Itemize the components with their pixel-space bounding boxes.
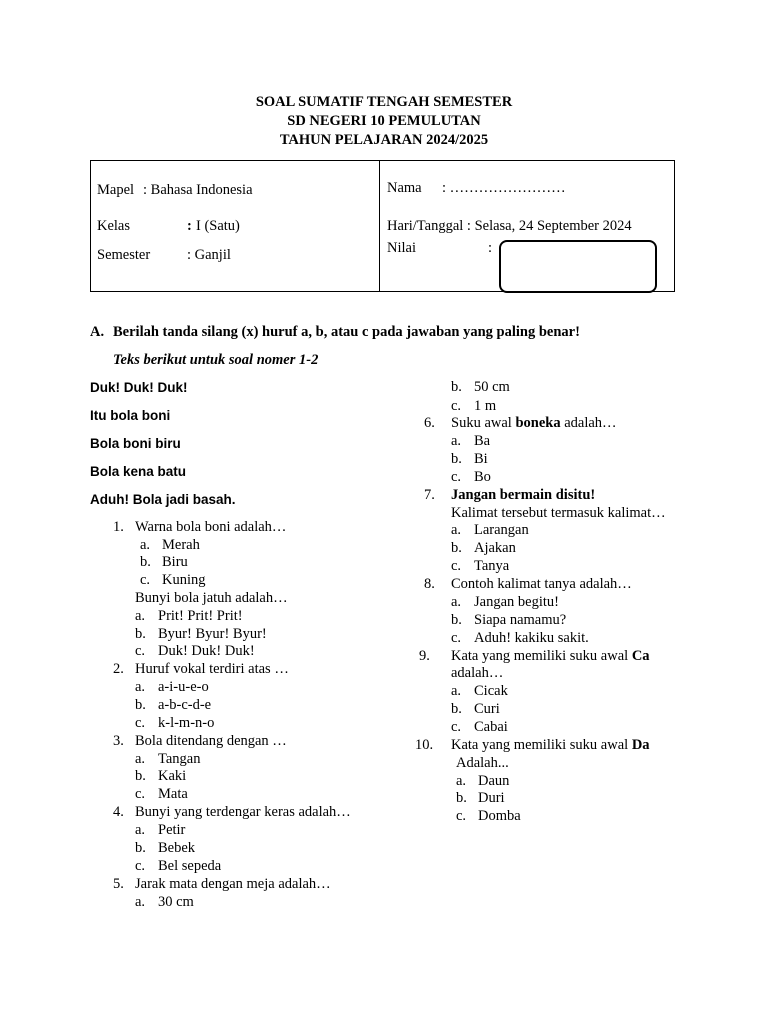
option-letter: b. <box>456 790 467 806</box>
option-text: k-l-m-n-o <box>158 715 215 731</box>
question-text: Jangan bermain disitu! <box>451 487 596 503</box>
question-number: 4. <box>113 804 124 820</box>
option-text: Ba <box>474 433 491 449</box>
option-letter: c. <box>451 398 462 414</box>
option-text: Tangan <box>158 751 201 767</box>
option-letter: a. <box>451 522 462 538</box>
option-text: a-i-u-e-o <box>158 679 209 695</box>
question-number: 8. <box>424 576 435 592</box>
option-letter: c. <box>451 719 462 735</box>
option-text: Bebek <box>158 840 196 856</box>
nilai-label: Nilai <box>387 240 416 256</box>
question-number: 3. <box>113 733 124 749</box>
kelas-value: I (Satu) <box>196 218 240 234</box>
option-text: Domba <box>478 808 521 824</box>
option-letter: a. <box>451 433 462 449</box>
option-text: Mata <box>158 786 188 802</box>
section-subtitle: Teks berikut untuk soal nomer 1-2 <box>113 352 319 368</box>
option-letter: a. <box>451 683 462 699</box>
option-text: Cabai <box>474 719 508 735</box>
question-text: Warna bola boni adalah… <box>135 519 287 535</box>
option-letter: b. <box>135 626 146 642</box>
option-text: Bi <box>474 451 488 467</box>
option-text: Merah <box>162 537 200 553</box>
question-text: Kalimat tersebut termasuk kalimat… <box>451 505 666 521</box>
question-text: Suku awal boneka adalah… <box>451 415 617 431</box>
option-text: Duri <box>478 790 505 806</box>
option-text: 1 m <box>474 398 497 414</box>
option-letter: a. <box>135 679 146 695</box>
option-letter: c. <box>456 808 467 824</box>
option-text: Bo <box>474 469 491 485</box>
option-letter: a. <box>135 751 146 767</box>
option-text: Prit! Prit! Prit! <box>158 608 243 624</box>
nama-label: Nama <box>387 180 422 196</box>
option-text: Tanya <box>474 558 510 574</box>
option-text: Kaki <box>158 768 187 784</box>
option-letter: a. <box>456 773 467 789</box>
info-table-divider <box>379 160 380 292</box>
school-year: TAHUN PELAJARAN 2024/2025 <box>279 132 489 148</box>
option-text: Duk! Duk! Duk! <box>158 643 255 659</box>
option-letter: a. <box>451 594 462 610</box>
option-letter: b. <box>140 554 151 570</box>
question-text: Jarak mata dengan meja adalah… <box>135 876 331 892</box>
option-letter: c. <box>135 715 146 731</box>
option-text: Curi <box>474 701 500 717</box>
school-name: SD NEGERI 10 PEMULUTAN <box>287 113 481 129</box>
option-text: 30 cm <box>158 894 194 910</box>
question-number: 7. <box>424 487 435 503</box>
question-text: Huruf vokal terdiri atas … <box>135 661 289 677</box>
option-text: Biru <box>162 554 188 570</box>
mapel-label: Mapel <box>97 182 135 198</box>
question-text: Bola ditendang dengan … <box>135 733 287 749</box>
option-letter: c. <box>135 643 146 659</box>
question-text: Bunyi yang terdengar keras adalah… <box>135 804 351 820</box>
story-line: Duk! Duk! Duk! <box>90 380 188 395</box>
option-letter: b. <box>451 701 462 717</box>
question-number: 1. <box>113 519 124 535</box>
option-letter: b. <box>135 697 146 713</box>
option-text: Kuning <box>162 572 206 588</box>
option-text: Aduh! kakiku sakit. <box>474 630 589 646</box>
option-letter: c. <box>451 469 462 485</box>
option-letter: b. <box>451 379 462 395</box>
option-text: Bel sepeda <box>158 858 222 874</box>
story-line: Bola boni biru <box>90 436 181 451</box>
question-text: Bunyi bola jatuh adalah… <box>135 590 288 606</box>
option-letter: c. <box>451 558 462 574</box>
question-number: 10. <box>415 737 434 753</box>
doc-title: SOAL SUMATIF TENGAH SEMESTER <box>255 94 513 110</box>
option-letter: a. <box>135 894 146 910</box>
option-text: a-b-c-d-e <box>158 697 212 713</box>
nilai-score-box <box>499 240 657 293</box>
question-number: 9. <box>419 648 430 664</box>
option-letter: c. <box>451 630 462 646</box>
semester-label: Semester <box>97 247 151 263</box>
option-text: Jangan begitu! <box>474 594 559 610</box>
option-letter: b. <box>451 540 462 556</box>
nama-value: : …………………… <box>442 180 566 196</box>
option-text: Cicak <box>474 683 508 699</box>
option-text: Daun <box>478 773 510 789</box>
option-letter: b. <box>135 768 146 784</box>
option-letter: a. <box>135 822 146 838</box>
semester-value: : Ganjil <box>187 247 231 263</box>
question-number: 2. <box>113 661 124 677</box>
option-text: Petir <box>158 822 186 838</box>
option-letter: a. <box>140 537 151 553</box>
option-text: 50 cm <box>474 379 510 395</box>
option-letter: c. <box>135 786 146 802</box>
question-number: 6. <box>424 415 435 431</box>
nilai-colon: : <box>488 240 493 256</box>
option-letter: c. <box>140 572 151 588</box>
option-letter: a. <box>135 608 146 624</box>
option-letter: b. <box>451 612 462 628</box>
option-letter: b. <box>451 451 462 467</box>
option-text: Byur! Byur! Byur! <box>158 626 267 642</box>
question-text: Adalah... <box>456 755 509 771</box>
question-text: adalah… <box>451 665 504 681</box>
question-number: 5. <box>113 876 124 892</box>
mapel-value: : Bahasa Indonesia <box>143 182 253 198</box>
option-text: Siapa namamu? <box>474 612 567 628</box>
kelas-colon: : <box>187 218 192 234</box>
section-instruction: Berilah tanda silang (x) huruf a, b, atau c pada jawaban yang paling benar! <box>113 324 580 340</box>
hari-tanggal: Hari/Tanggal : Selasa, 24 September 2024 <box>387 218 632 234</box>
kelas-label: Kelas <box>97 218 131 234</box>
section-letter: A. <box>90 324 105 340</box>
question-text: Kata yang memiliki suku awal Ca <box>451 648 650 664</box>
question-text: Contoh kalimat tanya adalah… <box>451 576 632 592</box>
option-letter: b. <box>135 840 146 856</box>
story-line: Aduh! Bola jadi basah. <box>90 492 236 507</box>
story-line: Itu bola boni <box>90 408 171 423</box>
option-letter: c. <box>135 858 146 874</box>
option-text: Larangan <box>474 522 529 538</box>
question-text: Kata yang memiliki suku awal Da <box>451 737 650 753</box>
story-line: Bola kena batu <box>90 464 187 479</box>
option-text: Ajakan <box>474 540 516 556</box>
